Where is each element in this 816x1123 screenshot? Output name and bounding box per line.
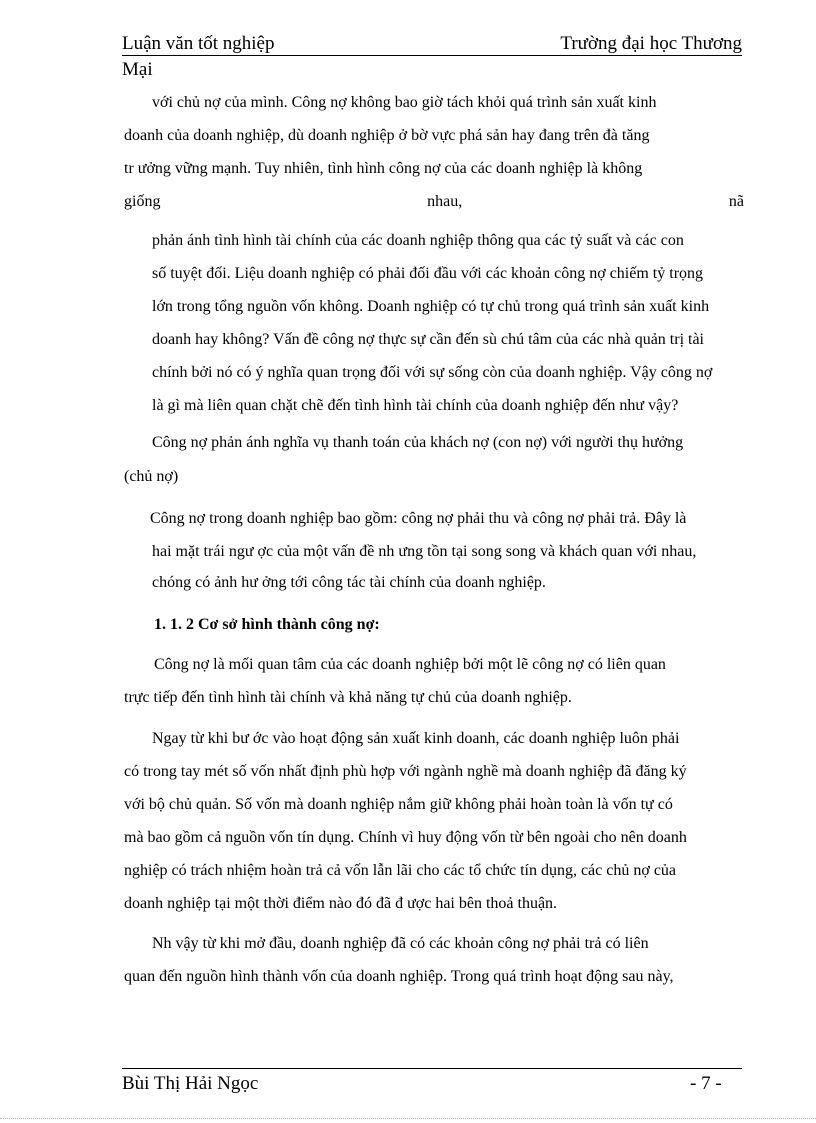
text-line: phản ánh tình hình tài chính của các doanh nghiệp thông qua các tỷ suất và các con bbox=[152, 232, 684, 249]
footer-divider bbox=[122, 1068, 742, 1069]
text-line: Công nợ là mối quan tâm của các doanh nghiệp bởi một lẽ công nợ có liên quan bbox=[154, 656, 666, 673]
text-line: nghiệp có trách nhiệm hoàn trả cả vốn lẫn lãi cho các tổ chức tín dụng, các chủ nợ của bbox=[124, 862, 677, 879]
text-line: Công nợ trong doanh nghiệp bao gồm: công nợ phải thu và công nợ phải trả. Đây là bbox=[150, 510, 687, 527]
text-line: tr ưởng vững mạnh. Tuy nhiên, tình hình công nợ của các doanh nghiệp là không bbox=[124, 160, 643, 177]
text-line: (chủ nợ) bbox=[124, 468, 179, 485]
text-line: mà bao gồm cả nguồn vốn tín dụng. Chính vì huy động vốn từ bên ngoài cho nên doanh bbox=[124, 829, 687, 846]
text-line: chóng có ảnh hư ởng tới công tác tài chính của doanh nghiệp. bbox=[152, 574, 546, 591]
page-break-line bbox=[0, 1118, 816, 1119]
text-line: có trong tay mét số vốn nhất định phù hợp với ngành nghề mà doanh nghiệp đã đăng ký bbox=[124, 763, 687, 780]
text-line: trực tiếp đến tình hình tài chính và khả năng tự chủ của doanh nghiệp. bbox=[124, 689, 572, 706]
text-line: Ngay từ khi bư ớc vào hoạt động sản xuất kinh doanh, các doanh nghiệp luôn phải bbox=[152, 730, 680, 747]
word: nhau, bbox=[427, 193, 463, 210]
header-university-continuation: Mại bbox=[122, 59, 153, 80]
text-line: Công nợ phản ánh nghĩa vụ thanh toán của khách nợ (con nợ) với người thụ hưởng bbox=[152, 434, 684, 451]
footer-author: Bùi Thị Hải Ngọc bbox=[122, 1073, 259, 1094]
text-line-justified bbox=[124, 193, 744, 211]
footer-page-number: - 7 - bbox=[690, 1073, 722, 1094]
text-line: doanh của doanh nghiệp, dù doanh nghiệp ở bờ vực phá sản hay đang trên đà tăng bbox=[124, 127, 650, 144]
text-line: doanh hay không? Vấn đề công nợ thực sự cần đến sù chú tâm của các nhà quản trị tài bbox=[152, 331, 704, 348]
text-line: với bộ chủ quản. Số vốn mà doanh nghiệp nắm giữ không phải hoàn toàn là vốn tự có bbox=[124, 796, 673, 813]
text-line: quan đến nguồn hình thành vốn của doanh nghiệp. Trong quá trình hoạt động sau này, bbox=[124, 968, 674, 985]
header-thesis-title: Luận văn tốt nghiệp bbox=[122, 33, 275, 54]
page-header bbox=[122, 33, 742, 56]
text-line: chính bởi nó có ý nghĩa quan trọng đối với sự sống còn của doanh nghiệp. Vậy công nợ bbox=[152, 364, 713, 381]
text-line: là gì mà liên quan chặt chẽ đến tình hình tài chính của doanh nghiệp đến như vậy? bbox=[152, 397, 679, 414]
text-line: doanh nghiệp tại một thời điểm nào đó đã đ ược hai bên thoả thuận. bbox=[124, 895, 558, 912]
text-line: lớn trong tổng nguồn vốn không. Doanh nghiệp có tự chủ trong quá trình sản xuất kinh bbox=[152, 298, 710, 315]
word: giống bbox=[124, 193, 161, 210]
text-line: số tuyệt đối. Liệu doanh nghiệp có phải đối đầu với các khoản công nợ chiếm tỷ trọng bbox=[152, 265, 704, 282]
text-line: với chủ nợ của mình. Công nợ không bao giờ tách khỏi quá trình sản xuất kinh bbox=[152, 94, 657, 111]
word: nã bbox=[728, 193, 744, 210]
text-line: Nh vậy từ khi mở đầu, doanh nghiệp đã có các khoản công nợ phải trả có liên bbox=[152, 935, 649, 952]
section-heading: 1. 1. 2 Cơ sở hình thành công nợ: bbox=[154, 616, 380, 633]
header-university: Trường đại học Thương bbox=[560, 33, 742, 54]
text-line: hai mặt trái ngư ợc của một vấn đề nh ưng tồn tại song song và khách quan với nhau, bbox=[152, 543, 697, 560]
